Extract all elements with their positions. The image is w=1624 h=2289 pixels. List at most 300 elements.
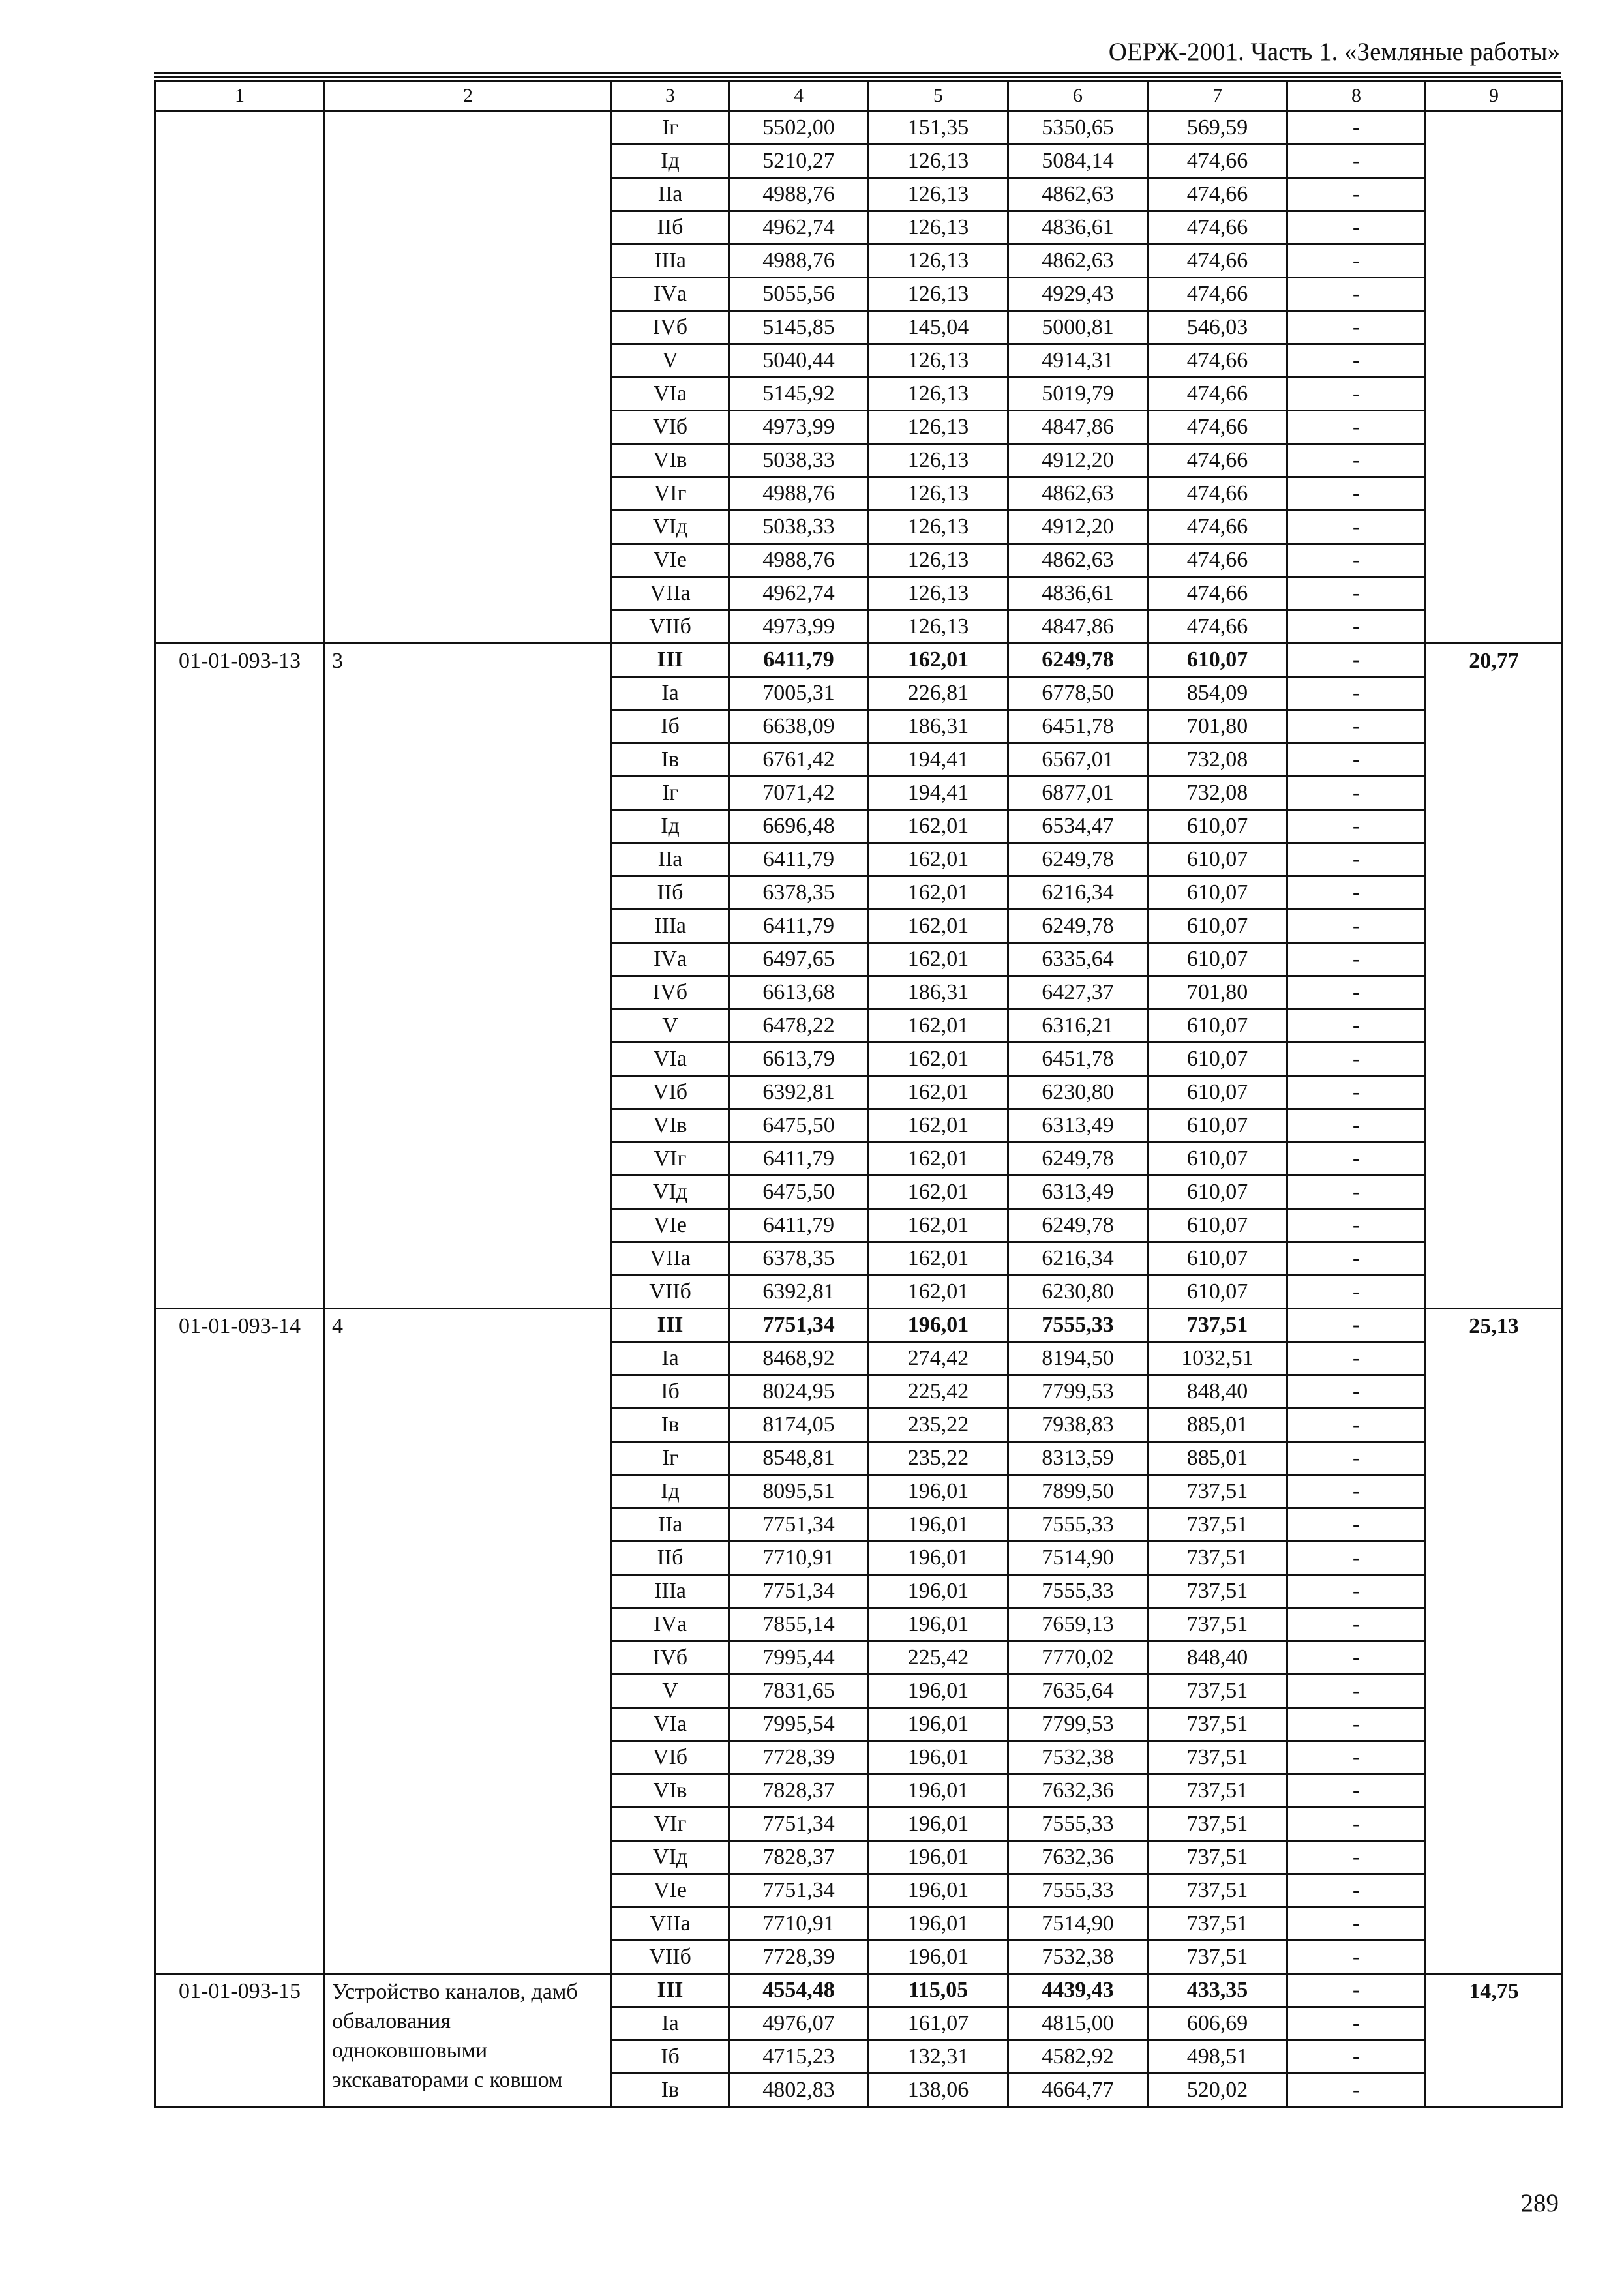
rate-code: 01-01-093-15 — [155, 1974, 325, 2107]
wages-cell: 225,42 — [869, 1375, 1008, 1409]
wages-cell: 162,01 — [869, 810, 1008, 843]
soil-group-cell: VIIб — [612, 610, 729, 644]
total-cost-cell: 7071,42 — [729, 777, 869, 810]
wages-cell: 196,01 — [869, 1741, 1008, 1774]
operator-wages-cell: 737,51 — [1148, 1708, 1287, 1741]
operator-wages-cell: 737,51 — [1148, 1675, 1287, 1708]
wages-cell: 126,13 — [869, 411, 1008, 444]
total-cost-cell: 6411,79 — [729, 644, 869, 677]
machine-cost-cell: 4862,63 — [1008, 245, 1148, 278]
total-cost-cell: 6761,42 — [729, 743, 869, 777]
materials-cell: - — [1287, 1708, 1426, 1741]
materials-cell: - — [1287, 577, 1426, 610]
operator-wages-cell: 610,07 — [1148, 644, 1287, 677]
soil-group-cell: IVб — [612, 976, 729, 1010]
machine-cost-cell: 7770,02 — [1008, 1641, 1148, 1675]
soil-group-cell: Iг — [612, 777, 729, 810]
operator-wages-cell: 474,66 — [1148, 477, 1287, 511]
wages-cell: 196,01 — [869, 1475, 1008, 1508]
total-cost-cell: 6378,35 — [729, 876, 869, 910]
labor-hours-cell: 14,75 — [1426, 1974, 1563, 2107]
soil-group-cell: IIа — [612, 843, 729, 876]
materials-cell: - — [1287, 477, 1426, 511]
materials-cell: - — [1287, 710, 1426, 743]
materials-cell: - — [1287, 976, 1426, 1010]
operator-wages-cell: 610,07 — [1148, 910, 1287, 943]
price-table — [154, 80, 1563, 2108]
soil-group-cell: VIа — [612, 1043, 729, 1076]
materials-cell: - — [1287, 1209, 1426, 1242]
soil-group-cell: Iд — [612, 810, 729, 843]
wages-cell: 126,13 — [869, 511, 1008, 544]
materials-cell: - — [1287, 2074, 1426, 2107]
materials-cell: - — [1287, 1475, 1426, 1508]
materials-cell: - — [1287, 245, 1426, 278]
total-cost-cell: 4962,74 — [729, 211, 869, 245]
table-body — [155, 81, 1563, 2107]
soil-group-cell: Iа — [612, 2007, 729, 2041]
machine-cost-cell: 4847,86 — [1008, 610, 1148, 644]
operator-wages-cell: 737,51 — [1148, 1608, 1287, 1641]
column-number: 2 — [325, 81, 612, 112]
materials-cell: - — [1287, 1109, 1426, 1143]
soil-group-cell: VIIа — [612, 1242, 729, 1276]
wages-cell: 196,01 — [869, 1941, 1008, 1974]
materials-cell: - — [1287, 1774, 1426, 1808]
wages-cell: 126,13 — [869, 145, 1008, 178]
wages-cell: 126,13 — [869, 178, 1008, 211]
wages-cell: 196,01 — [869, 1874, 1008, 1908]
operator-wages-cell: 610,07 — [1148, 876, 1287, 910]
column-number: 6 — [1008, 81, 1148, 112]
materials-cell: - — [1287, 544, 1426, 577]
operator-wages-cell: 732,08 — [1148, 743, 1287, 777]
wages-cell: 196,01 — [869, 1841, 1008, 1874]
operator-wages-cell: 474,66 — [1148, 211, 1287, 245]
machine-cost-cell: 5000,81 — [1008, 311, 1148, 344]
soil-group-cell: III — [612, 644, 729, 677]
wages-cell: 126,13 — [869, 278, 1008, 311]
operator-wages-cell: 610,07 — [1148, 1143, 1287, 1176]
machine-cost-cell: 6216,34 — [1008, 1242, 1148, 1276]
wages-cell: 186,31 — [869, 976, 1008, 1010]
soil-group-cell: VIIб — [612, 1276, 729, 1309]
soil-group-cell: VIа — [612, 378, 729, 411]
total-cost-cell: 4554,48 — [729, 1974, 869, 2007]
operator-wages-cell: 433,35 — [1148, 1974, 1287, 2007]
wages-cell: 162,01 — [869, 943, 1008, 976]
operator-wages-cell: 520,02 — [1148, 2074, 1287, 2107]
operator-wages-cell: 732,08 — [1148, 777, 1287, 810]
materials-cell: - — [1287, 777, 1426, 810]
total-cost-cell: 5040,44 — [729, 344, 869, 378]
total-cost-cell: 7855,14 — [729, 1608, 869, 1641]
operator-wages-cell: 474,66 — [1148, 245, 1287, 278]
materials-cell: - — [1287, 1342, 1426, 1375]
soil-group-cell: III — [612, 1974, 729, 2007]
total-cost-cell: 6613,79 — [729, 1043, 869, 1076]
machine-cost-cell: 6230,80 — [1008, 1076, 1148, 1109]
operator-wages-cell: 610,07 — [1148, 943, 1287, 976]
soil-group-cell: IIа — [612, 1508, 729, 1542]
column-number: 1 — [155, 81, 325, 112]
materials-cell: - — [1287, 1309, 1426, 1342]
wages-cell: 162,01 — [869, 1176, 1008, 1209]
total-cost-cell: 6638,09 — [729, 710, 869, 743]
materials-cell: - — [1287, 1974, 1426, 2007]
machine-cost-cell: 6335,64 — [1008, 943, 1148, 976]
total-cost-cell: 4715,23 — [729, 2041, 869, 2074]
column-number: 5 — [869, 81, 1008, 112]
operator-wages-cell: 737,51 — [1148, 1908, 1287, 1941]
materials-cell: - — [1287, 1542, 1426, 1575]
total-cost-cell: 4988,76 — [729, 178, 869, 211]
wages-cell: 138,06 — [869, 2074, 1008, 2107]
page-number: 289 — [1520, 2189, 1559, 2217]
materials-cell: - — [1287, 843, 1426, 876]
operator-wages-cell: 610,07 — [1148, 1176, 1287, 1209]
total-cost-cell: 7728,39 — [729, 1741, 869, 1774]
wages-cell: 161,07 — [869, 2007, 1008, 2041]
machine-cost-cell: 7659,13 — [1008, 1608, 1148, 1641]
materials-cell: - — [1287, 145, 1426, 178]
table-row — [155, 112, 1563, 145]
operator-wages-cell: 737,51 — [1148, 1941, 1287, 1974]
machine-cost-cell: 4862,63 — [1008, 544, 1148, 577]
soil-group-cell: IIб — [612, 1542, 729, 1575]
materials-cell: - — [1287, 743, 1426, 777]
operator-wages-cell: 610,07 — [1148, 1010, 1287, 1043]
machine-cost-cell: 6451,78 — [1008, 1043, 1148, 1076]
total-cost-cell: 6475,50 — [729, 1176, 869, 1209]
materials-cell: - — [1287, 311, 1426, 344]
machine-cost-cell: 6249,78 — [1008, 1143, 1148, 1176]
operator-wages-cell: 546,03 — [1148, 311, 1287, 344]
wages-cell: 126,13 — [869, 577, 1008, 610]
operator-wages-cell: 737,51 — [1148, 1874, 1287, 1908]
machine-cost-cell: 6313,49 — [1008, 1176, 1148, 1209]
materials-cell: - — [1287, 943, 1426, 976]
total-cost-cell: 4802,83 — [729, 2074, 869, 2107]
machine-cost-cell: 7555,33 — [1008, 1874, 1148, 1908]
operator-wages-cell: 474,66 — [1148, 178, 1287, 211]
soil-group-cell: IVа — [612, 278, 729, 311]
materials-cell: - — [1287, 910, 1426, 943]
materials-cell: - — [1287, 1409, 1426, 1442]
machine-cost-cell: 7555,33 — [1008, 1309, 1148, 1342]
wages-cell: 196,01 — [869, 1675, 1008, 1708]
materials-cell: - — [1287, 444, 1426, 477]
soil-group-cell: IIIа — [612, 1575, 729, 1608]
wages-cell: 194,41 — [869, 743, 1008, 777]
machine-cost-cell: 7514,90 — [1008, 1908, 1148, 1941]
wages-cell: 151,35 — [869, 112, 1008, 145]
total-cost-cell: 6497,65 — [729, 943, 869, 976]
operator-wages-cell: 854,09 — [1148, 677, 1287, 710]
wages-cell: 196,01 — [869, 1608, 1008, 1641]
total-cost-cell: 6392,81 — [729, 1076, 869, 1109]
machine-cost-cell: 7514,90 — [1008, 1542, 1148, 1575]
materials-cell: - — [1287, 178, 1426, 211]
machine-cost-cell: 6313,49 — [1008, 1109, 1148, 1143]
operator-wages-cell: 848,40 — [1148, 1375, 1287, 1409]
operator-wages-cell: 569,59 — [1148, 112, 1287, 145]
wages-cell: 162,01 — [869, 1010, 1008, 1043]
soil-group-cell: VIв — [612, 1774, 729, 1808]
operator-wages-cell: 474,66 — [1148, 378, 1287, 411]
total-cost-cell: 7710,91 — [729, 1542, 869, 1575]
machine-cost-cell: 7938,83 — [1008, 1409, 1148, 1442]
operator-wages-cell: 474,66 — [1148, 610, 1287, 644]
wages-cell: 126,13 — [869, 344, 1008, 378]
soil-group-cell: IIа — [612, 178, 729, 211]
total-cost-cell: 5145,85 — [729, 311, 869, 344]
wages-cell: 162,01 — [869, 1043, 1008, 1076]
machine-cost-cell: 6877,01 — [1008, 777, 1148, 810]
total-cost-cell: 6411,79 — [729, 843, 869, 876]
page-header: ОЕРЖ-2001. Часть 1. «Земляные работы» — [1108, 38, 1560, 66]
rate-code: 01-01-093-14 — [155, 1309, 325, 1974]
machine-cost-cell: 7899,50 — [1008, 1475, 1148, 1508]
machine-cost-cell: 4862,63 — [1008, 178, 1148, 211]
materials-cell: - — [1287, 1143, 1426, 1176]
materials-cell: - — [1287, 1808, 1426, 1841]
operator-wages-cell: 701,80 — [1148, 976, 1287, 1010]
total-cost-cell: 5038,33 — [729, 511, 869, 544]
machine-cost-cell: 4862,63 — [1008, 477, 1148, 511]
total-cost-cell: 5210,27 — [729, 145, 869, 178]
machine-cost-cell: 6249,78 — [1008, 1209, 1148, 1242]
operator-wages-cell: 474,66 — [1148, 577, 1287, 610]
wages-cell: 126,13 — [869, 477, 1008, 511]
total-cost-cell: 7751,34 — [729, 1874, 869, 1908]
machine-cost-cell: 7799,53 — [1008, 1708, 1148, 1741]
materials-cell: - — [1287, 1908, 1426, 1941]
materials-cell: - — [1287, 411, 1426, 444]
operator-wages-cell: 737,51 — [1148, 1774, 1287, 1808]
machine-cost-cell: 4847,86 — [1008, 411, 1148, 444]
wages-cell: 194,41 — [869, 777, 1008, 810]
machine-cost-cell: 4912,20 — [1008, 511, 1148, 544]
wages-cell: 196,01 — [869, 1808, 1008, 1841]
wages-cell: 132,31 — [869, 2041, 1008, 2074]
total-cost-cell: 4973,99 — [729, 610, 869, 644]
machine-cost-cell: 7555,33 — [1008, 1808, 1148, 1841]
wages-cell: 235,22 — [869, 1409, 1008, 1442]
total-cost-cell: 8468,92 — [729, 1342, 869, 1375]
operator-wages-cell: 610,07 — [1148, 1209, 1287, 1242]
soil-group-cell: Iб — [612, 2041, 729, 2074]
materials-cell: - — [1287, 1575, 1426, 1608]
table-row — [155, 1309, 1563, 1342]
wages-cell: 115,05 — [869, 1974, 1008, 2007]
soil-group-cell: IIIа — [612, 245, 729, 278]
machine-cost-cell: 6451,78 — [1008, 710, 1148, 743]
wages-cell: 162,01 — [869, 876, 1008, 910]
soil-group-cell: IIIа — [612, 910, 729, 943]
soil-group-cell: IVа — [612, 1608, 729, 1641]
machine-cost-cell: 4815,00 — [1008, 2007, 1148, 2041]
total-cost-cell: 8024,95 — [729, 1375, 869, 1409]
total-cost-cell: 5145,92 — [729, 378, 869, 411]
materials-cell: - — [1287, 1176, 1426, 1209]
wages-cell: 186,31 — [869, 710, 1008, 743]
operator-wages-cell: 498,51 — [1148, 2041, 1287, 2074]
rate-code — [155, 112, 325, 644]
machine-cost-cell: 7532,38 — [1008, 1741, 1148, 1774]
total-cost-cell: 6696,48 — [729, 810, 869, 843]
machine-cost-cell: 7555,33 — [1008, 1575, 1148, 1608]
wages-cell: 225,42 — [869, 1641, 1008, 1675]
total-cost-cell: 6411,79 — [729, 1209, 869, 1242]
total-cost-cell: 4988,76 — [729, 477, 869, 511]
materials-cell: - — [1287, 677, 1426, 710]
total-cost-cell: 7710,91 — [729, 1908, 869, 1941]
total-cost-cell: 6478,22 — [729, 1010, 869, 1043]
operator-wages-cell: 606,69 — [1148, 2007, 1287, 2041]
labor-hours-cell — [1426, 112, 1563, 644]
rate-description: Устройство каналов, дамб обвалования одноковшовыми экскаваторами с ковшом — [325, 1974, 612, 2107]
wages-cell: 145,04 — [869, 311, 1008, 344]
operator-wages-cell: 610,07 — [1148, 1276, 1287, 1309]
machine-cost-cell: 6316,21 — [1008, 1010, 1148, 1043]
total-cost-cell: 4988,76 — [729, 544, 869, 577]
rate-description — [325, 112, 612, 644]
machine-cost-cell: 4914,31 — [1008, 344, 1148, 378]
soil-group-cell: Iд — [612, 1475, 729, 1508]
materials-cell: - — [1287, 344, 1426, 378]
wages-cell: 162,01 — [869, 1076, 1008, 1109]
operator-wages-cell: 610,07 — [1148, 843, 1287, 876]
operator-wages-cell: 737,51 — [1148, 1309, 1287, 1342]
machine-cost-cell: 6534,47 — [1008, 810, 1148, 843]
soil-group-cell: Iб — [612, 710, 729, 743]
soil-group-cell: VIIа — [612, 1908, 729, 1941]
materials-cell: - — [1287, 1276, 1426, 1309]
operator-wages-cell: 737,51 — [1148, 1575, 1287, 1608]
operator-wages-cell: 474,66 — [1148, 444, 1287, 477]
column-number-row — [155, 81, 1563, 112]
soil-group-cell: V — [612, 1010, 729, 1043]
soil-group-cell: VIг — [612, 477, 729, 511]
soil-group-cell: V — [612, 1675, 729, 1708]
soil-group-cell: IVб — [612, 311, 729, 344]
operator-wages-cell: 701,80 — [1148, 710, 1287, 743]
operator-wages-cell: 737,51 — [1148, 1508, 1287, 1542]
machine-cost-cell: 7632,36 — [1008, 1774, 1148, 1808]
soil-group-cell: VIб — [612, 1076, 729, 1109]
wages-cell: 196,01 — [869, 1508, 1008, 1542]
wages-cell: 196,01 — [869, 1542, 1008, 1575]
soil-group-cell: VIд — [612, 1176, 729, 1209]
total-cost-cell: 8174,05 — [729, 1409, 869, 1442]
total-cost-cell: 7728,39 — [729, 1941, 869, 1974]
total-cost-cell: 4976,07 — [729, 2007, 869, 2041]
machine-cost-cell: 6249,78 — [1008, 910, 1148, 943]
soil-group-cell: VIа — [612, 1708, 729, 1741]
operator-wages-cell: 610,07 — [1148, 810, 1287, 843]
wages-cell: 196,01 — [869, 1908, 1008, 1941]
wages-cell: 126,13 — [869, 245, 1008, 278]
materials-cell: - — [1287, 1508, 1426, 1542]
machine-cost-cell: 4582,92 — [1008, 2041, 1148, 2074]
column-number: 9 — [1426, 81, 1563, 112]
wages-cell: 162,01 — [869, 1276, 1008, 1309]
materials-cell: - — [1287, 1043, 1426, 1076]
column-number: 4 — [729, 81, 869, 112]
total-cost-cell: 7751,34 — [729, 1808, 869, 1841]
soil-group-cell: VIд — [612, 511, 729, 544]
materials-cell: - — [1287, 1076, 1426, 1109]
materials-cell: - — [1287, 1741, 1426, 1774]
wages-cell: 162,01 — [869, 1109, 1008, 1143]
materials-cell: - — [1287, 876, 1426, 910]
materials-cell: - — [1287, 211, 1426, 245]
operator-wages-cell: 474,66 — [1148, 278, 1287, 311]
soil-group-cell: VIе — [612, 1209, 729, 1242]
machine-cost-cell: 6567,01 — [1008, 743, 1148, 777]
soil-group-cell: IIб — [612, 876, 729, 910]
wages-cell: 162,01 — [869, 644, 1008, 677]
total-cost-cell: 5055,56 — [729, 278, 869, 311]
operator-wages-cell: 610,07 — [1148, 1043, 1287, 1076]
soil-group-cell: Iб — [612, 1375, 729, 1409]
soil-group-cell: Iг — [612, 1442, 729, 1475]
wages-cell: 162,01 — [869, 910, 1008, 943]
materials-cell: - — [1287, 1641, 1426, 1675]
machine-cost-cell: 6427,37 — [1008, 976, 1148, 1010]
materials-cell: - — [1287, 2041, 1426, 2074]
column-number: 7 — [1148, 81, 1287, 112]
total-cost-cell: 6392,81 — [729, 1276, 869, 1309]
total-cost-cell: 4973,99 — [729, 411, 869, 444]
total-cost-cell: 7828,37 — [729, 1774, 869, 1808]
operator-wages-cell: 474,66 — [1148, 145, 1287, 178]
machine-cost-cell: 6249,78 — [1008, 843, 1148, 876]
operator-wages-cell: 848,40 — [1148, 1641, 1287, 1675]
total-cost-cell: 7751,34 — [729, 1575, 869, 1608]
total-cost-cell: 8548,81 — [729, 1442, 869, 1475]
soil-group-cell: VIв — [612, 1109, 729, 1143]
soil-group-cell: IIб — [612, 211, 729, 245]
soil-group-cell: VIб — [612, 411, 729, 444]
header-rule — [154, 76, 1561, 78]
operator-wages-cell: 610,07 — [1148, 1242, 1287, 1276]
operator-wages-cell: 885,01 — [1148, 1442, 1287, 1475]
total-cost-cell: 4988,76 — [729, 245, 869, 278]
total-cost-cell: 7751,34 — [729, 1309, 869, 1342]
machine-cost-cell: 6778,50 — [1008, 677, 1148, 710]
total-cost-cell: 6378,35 — [729, 1242, 869, 1276]
rate-description: 3 — [325, 644, 612, 1309]
total-cost-cell: 6411,79 — [729, 910, 869, 943]
labor-hours-cell: 25,13 — [1426, 1309, 1563, 1974]
materials-cell: - — [1287, 378, 1426, 411]
machine-cost-cell: 7799,53 — [1008, 1375, 1148, 1409]
materials-cell: - — [1287, 1841, 1426, 1874]
machine-cost-cell: 7635,64 — [1008, 1675, 1148, 1708]
wages-cell: 162,01 — [869, 843, 1008, 876]
table-row — [155, 644, 1563, 677]
soil-group-cell: VIIб — [612, 1941, 729, 1974]
wages-cell: 196,01 — [869, 1309, 1008, 1342]
operator-wages-cell: 610,07 — [1148, 1076, 1287, 1109]
materials-cell: - — [1287, 1242, 1426, 1276]
total-cost-cell: 7995,54 — [729, 1708, 869, 1741]
total-cost-cell: 6613,68 — [729, 976, 869, 1010]
operator-wages-cell: 737,51 — [1148, 1475, 1287, 1508]
table-row — [155, 1974, 1563, 2007]
